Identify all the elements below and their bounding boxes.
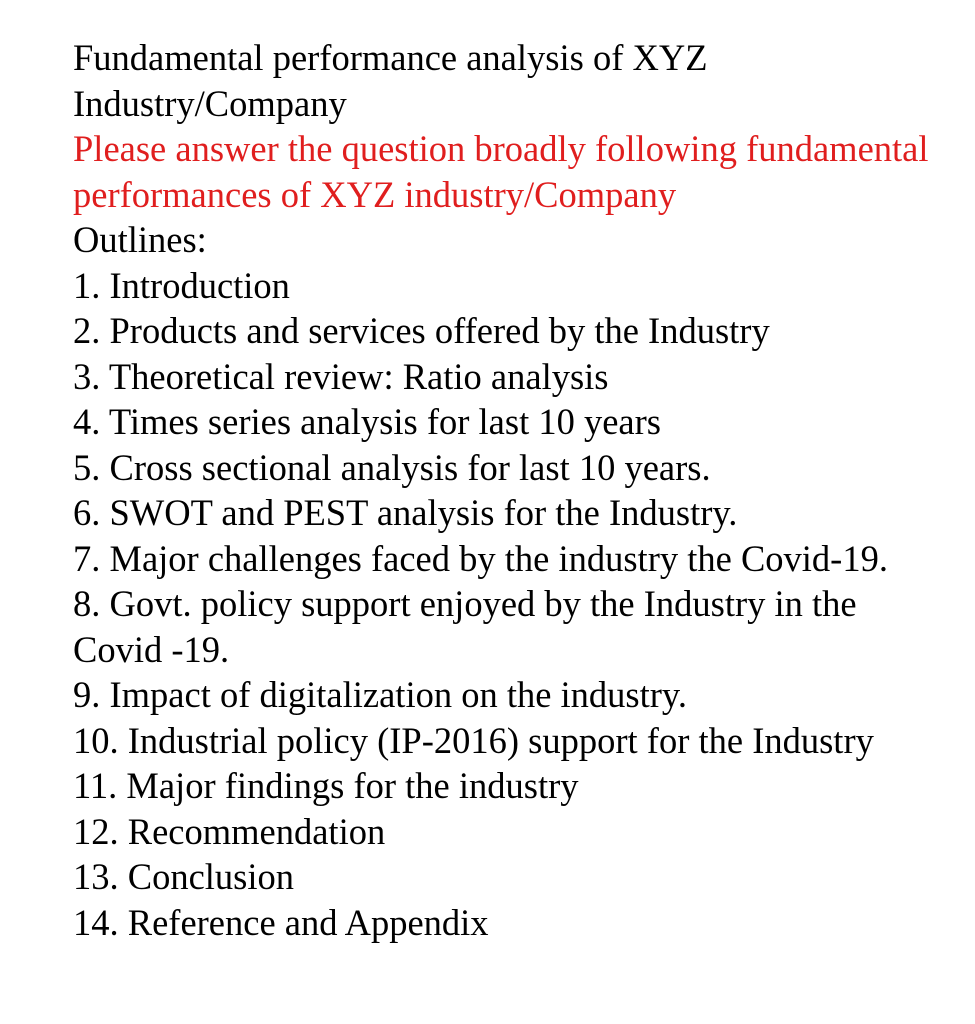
instruction-note: Please answer the question broadly following fundamental performances of XYZ industry/Company: [73, 128, 929, 215]
outlines-heading: Outlines:: [73, 219, 207, 260]
outline-item: 14. Reference and Appendix: [73, 901, 489, 943]
outline-item: 5. Cross sectional analysis for last 10 years.: [73, 446, 711, 488]
outline-list: [73, 263, 953, 946]
outline-item: 1. Introduction: [73, 264, 290, 306]
document-title: Fundamental performance analysis of XYZ Industry/Company: [73, 37, 708, 124]
outline-item: 9. Impact of digitalization on the industry.: [73, 674, 687, 715]
outline-item: 4. Times series analysis for last 10 years: [73, 401, 661, 442]
document-body: [73, 35, 953, 945]
outline-item: 8. Govt. policy support enjoyed by the Industry in the Covid -19.: [73, 583, 857, 670]
outline-item: 3. Theoretical review: Ratio analysis: [73, 355, 609, 397]
outline-item: 7. Major challenges faced by the industry the Covid-19.: [73, 537, 888, 579]
outline-item: 13. Conclusion: [73, 856, 295, 897]
outline-item: 2. Products and services offered by the Industry: [73, 310, 770, 351]
outline-item: 12. Recommendation: [73, 810, 386, 852]
outline-item: 6. SWOT and PEST analysis for the Industry.: [73, 492, 738, 533]
outline-item: 11. Major findings for the industry: [73, 765, 579, 806]
outline-item: 10. Industrial policy (IP-2016) support for the Industry: [73, 719, 874, 761]
